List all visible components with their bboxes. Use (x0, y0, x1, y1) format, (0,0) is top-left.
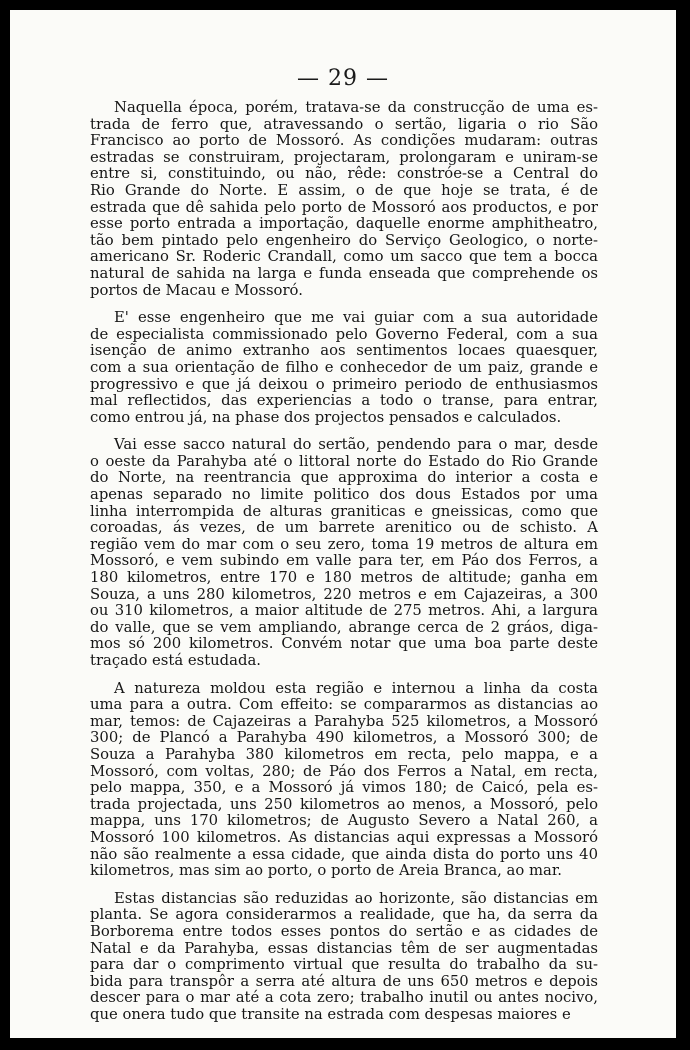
text-line: bida para transpôr a serra até altura de uns 650 metros e depois (90, 972, 598, 990)
paragraph (90, 100, 598, 299)
text-line: mos só 200 kilometros. Convém notar que uma boa parte deste (90, 635, 598, 653)
text-line: esse porto entrada a importação, daquelle enorme amphitheatro, (90, 215, 598, 233)
text-line: do Norte, na reentrancia que approxima do interior a costa e (90, 469, 598, 487)
text-line: coroadas, ás vezes, de um barrete arenitico ou de schisto. A (90, 519, 598, 537)
text-line: Borborema entre todos esses pontos do sertão e as cidades de (90, 922, 598, 940)
text-line: que onera tudo que transite na estrada com despesas maiores e (90, 1005, 571, 1023)
text-line: linha interrompida de alturas graniticas e gneissicas, como que (90, 502, 598, 520)
text-line: tão bem pintado pelo engenheiro do Serviço Geologico, o norte- (90, 231, 598, 249)
paragraph (90, 681, 598, 880)
text-line: de especialista commissionado pelo Governo Federal, com a sua (90, 325, 598, 343)
paragraph (90, 437, 598, 669)
text-line: Souza a Parahyba 380 kilometros em recta, pelo mappa, e a (90, 745, 598, 763)
text-line: estrada que dê sahida pelo porto de Mossoró aos productos, e por (90, 198, 598, 216)
paragraph (90, 310, 598, 426)
text-line: mar, temos: de Cajazeiras a Parahyba 525 kilometros, a Mossoró (90, 712, 598, 730)
text-line: trada projectada, uns 250 kilometros ao menos, a Mossoró, pelo (90, 795, 598, 813)
text-line: 300; de Plancó a Parahyba 490 kilometros, a Mossoró 300; de (90, 729, 598, 747)
text-line: A natureza moldou esta região e internou a linha da costa (114, 679, 598, 697)
text-line: planta. Se agora considerarmos a realidade, que ha, da serra da (90, 906, 598, 924)
text-line: mal reflectidos, das experiencias a todo o transe, para entrar, (90, 392, 598, 410)
book-page (10, 10, 676, 1038)
text-line: região vem do mar com o seu zero, toma 19 metros de altura em (90, 535, 598, 553)
text-line: não são realmente a essa cidade, que ainda dista do porto uns 40 (90, 845, 598, 863)
text-line: progressivo e que já deixou o primeiro periodo de enthusiasmos (90, 375, 598, 393)
text-line: 180 kilometros, entre 170 e 180 metros de altitude; ganha em (90, 569, 598, 587)
text-line: kilometros, mas sim ao porto, o porto de Areia Branca, ao mar. (90, 862, 562, 880)
text-line: pelo mappa, 350, e a Mossoró já vimos 180; de Caicó, pela es- (90, 779, 598, 797)
text-line: Vai esse sacco natural do sertão, pendendo para o mar, desde (114, 436, 598, 454)
page-body (90, 100, 598, 1034)
text-line: do valle, que se vem ampliando, abrange cerca de 2 gráos, diga- (90, 618, 598, 636)
text-line: Mossoró, com voltas, 280; de Páo dos Ferros a Natal, em recta, (90, 762, 598, 780)
text-line: isenção de animo extranho aos sentimentos locaes quaesquer, (90, 342, 598, 360)
text-line: Naquella época, porém, tratava-se da construcção de uma es- (114, 99, 598, 116)
text-line: Natal e da Parahyba, essas distancias têm de ser augmentadas (90, 939, 598, 957)
text-line: americano Sr. Roderic Crandall, como um sacco que tem a bocca (90, 248, 598, 266)
text-line: o oeste da Parahyba até o littoral norte do Estado do Rio Grande (90, 452, 598, 470)
text-line: Souza, a uns 280 kilometros, 220 metros e em Cajazeiras, a 300 (90, 585, 598, 603)
text-line: apenas separado no limite politico dos dous Estados por uma (90, 486, 598, 504)
text-line: mappa, uns 170 kilometros; de Augusto Severo a Natal 260, a (90, 812, 598, 830)
text-line: uma para a outra. Com effeito: se compararmos as distancias ao (90, 696, 598, 714)
text-line: estradas se construiram, projectaram, prolongaram e uniram-se (90, 148, 598, 166)
text-line: ou 310 kilometros, a maior altitude de 275 metros. Ahi, a largura (90, 602, 598, 620)
text-line: Rio Grande do Norte. E assim, o de que hoje se trata, é de (90, 181, 598, 199)
text-line: descer para o mar até a cota zero; trabalho inutil ou antes nocivo, (90, 989, 598, 1007)
text-line: Estas distancias são reduzidas ao horizonte, são distancias em (114, 889, 598, 907)
text-line: Mossoró 100 kilometros. As distancias aqui expressas a Mossoró (90, 828, 598, 846)
paragraph (90, 891, 598, 1024)
text-line: Mossoró, e vem subindo em valle para ter, em Páo dos Ferros, a (90, 552, 598, 570)
text-line: Francisco ao porto de Mossoró. As condições mudaram: outras (90, 132, 598, 150)
text-line: como entrou já, na phase dos projectos pensados e calculados. (90, 408, 562, 426)
text-line: natural de sahida na larga e funda enseada que comprehende os (90, 264, 598, 282)
text-line: com a sua orientação de filho e conhecedor de um paiz, grande e (90, 358, 598, 376)
page-number: — 29 — (297, 66, 389, 91)
text-line: traçado está estudada. (90, 652, 261, 669)
text-line: E' esse engenheiro que me vai guiar com a sua autoridade (114, 309, 598, 327)
text-line: entre si, constituindo, ou não, rêde: constróe-se a Central do (90, 165, 598, 183)
text-line: para dar o comprimento virtual que resulta do trabalho da su- (90, 956, 598, 974)
text-line: portos de Macau e Mossoró. (90, 281, 303, 299)
text-line: trada de ferro que, atravessando o sertão, ligaria o rio São (90, 115, 598, 133)
